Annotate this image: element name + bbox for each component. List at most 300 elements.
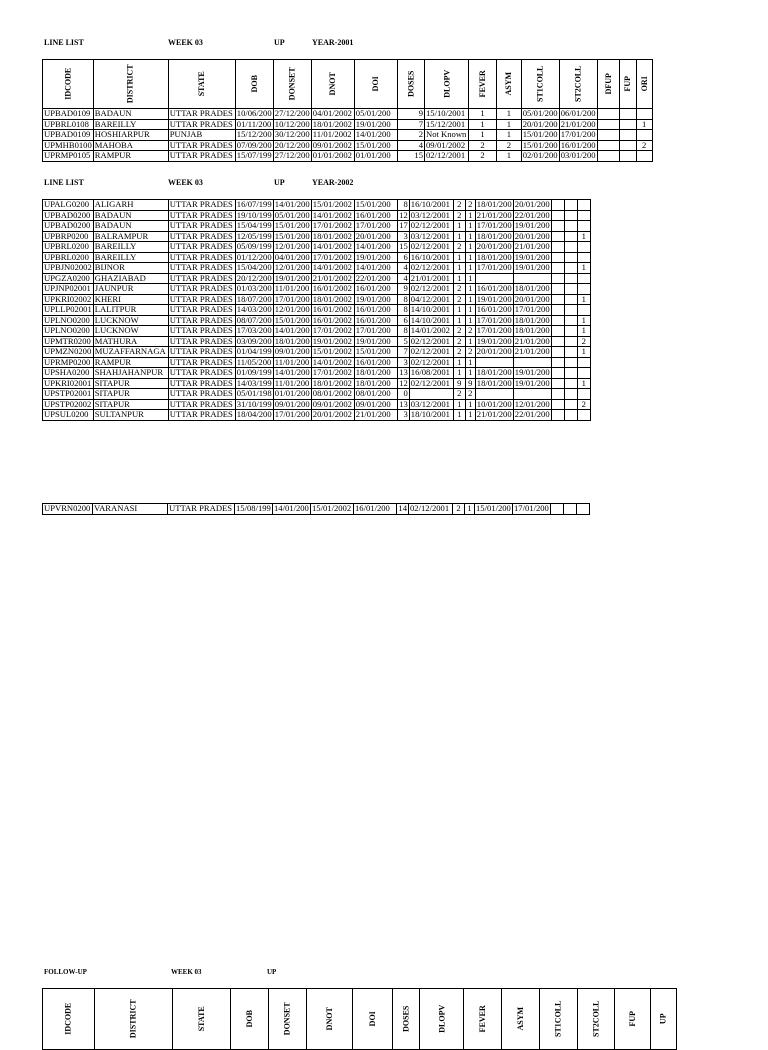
table-cell: 1 (469, 119, 497, 130)
table-cell: 27/12/200 (274, 108, 310, 118)
table-row (43, 336, 591, 347)
table-cell: UTTAR PRADES (168, 410, 235, 421)
table-cell: 03/12/2001 (409, 231, 453, 242)
table-cell: 12/01/200 (274, 241, 310, 251)
table-cell (513, 357, 551, 368)
table-cell: 19/01/200 (514, 252, 550, 262)
table-cell: 10/01/200 (476, 399, 512, 409)
table-cell: 2 (453, 326, 465, 337)
table-cell: UTTAR PRADES (168, 326, 235, 337)
table-cell (620, 140, 637, 151)
table-cell: UTTAR PRADES (168, 336, 235, 347)
table-cell: 1 (577, 347, 590, 358)
table-cell: 17/03/200 (236, 325, 272, 335)
state-label-2001: UP (274, 38, 285, 47)
table-cell: 04/12/2001 (409, 294, 453, 305)
col-header-label: ORI (639, 76, 649, 92)
table-cell: 17/01/200 (514, 304, 550, 314)
col-header-label: DLOPV (441, 70, 451, 98)
col-header-label: IDCODE (63, 67, 73, 101)
table-cell: 1 (497, 119, 522, 130)
table-cell: 18/04/200 (236, 409, 272, 419)
table-cell (620, 109, 637, 120)
table-cell: 14/01/2002 (311, 242, 354, 253)
table-cell: 02/12/2001 (409, 336, 453, 347)
table-cell: 21/01/200 (560, 119, 596, 129)
col-header-label: ASYM (504, 72, 514, 96)
table-cell: 20/01/200 (476, 241, 512, 251)
table-cell: BADAUN (93, 221, 168, 232)
fu-header-st1coll (540, 989, 577, 1050)
table-cell: 3 (397, 410, 409, 421)
col-header-dlopv (425, 60, 469, 109)
table-cell (564, 305, 577, 316)
table-cell: UTTAR PRADES (168, 504, 235, 515)
table-cell: 12 (399, 378, 408, 388)
table-cell: UTTAR PRADES (168, 315, 235, 326)
year-label-2002: YEAR-2002 (312, 178, 354, 187)
table-cell: 1 (465, 242, 475, 253)
table-row (43, 284, 591, 295)
table-cell: 04/01/2002 (311, 109, 354, 120)
table-cell: 02/01/200 (522, 150, 558, 160)
table-cell (564, 399, 577, 410)
table-row (43, 263, 591, 274)
table-row (43, 305, 591, 316)
table-cell: LUCKNOW (93, 315, 168, 326)
table-cell: 16/01/200 (476, 283, 512, 293)
table-cell: 17/01/200 (354, 221, 397, 232)
table-cell: 16/01/200 (354, 305, 397, 316)
table-cell: UPBAD0109 (43, 130, 94, 141)
table-cell: UTTAR PRADES (168, 284, 235, 295)
line-list-label-2001: LINE LIST (44, 38, 84, 47)
table-cell: 4 (397, 273, 409, 284)
fu-header-doi (353, 989, 393, 1050)
table-cell: 17/01/2002 (311, 326, 354, 337)
table-cell: 1 (497, 109, 522, 120)
table-cell: UPBAD0200 (43, 210, 94, 221)
table-cell: 31/10/199 (236, 399, 272, 409)
table-cell: 14/01/2002 (409, 326, 453, 337)
table-cell: UTTAR PRADES (168, 294, 235, 305)
table-cell (564, 210, 577, 221)
fu-header-asym (502, 989, 540, 1050)
table-cell (577, 221, 590, 232)
table-cell: UTTAR PRADES (168, 273, 235, 284)
col-header-label: DFUP (603, 73, 613, 95)
table-cell: 1 (453, 410, 465, 421)
col-header-dfup (597, 60, 619, 109)
table-cell: 14/01/200 (274, 325, 310, 335)
table-cell: 10/06/200 (236, 108, 272, 118)
table-cell (475, 357, 513, 368)
table-cell: 15/01/2002 (311, 200, 354, 211)
table-cell: GHAZIABAD (93, 273, 168, 284)
table-cell: 8 (397, 326, 409, 337)
table-cell: UTTAR PRADES (168, 242, 235, 253)
table-cell: 16/01/200 (354, 210, 397, 221)
table-cell: 15/01/200 (274, 220, 310, 230)
table-cell: 1 (497, 130, 522, 141)
col-header-label: DOI (371, 76, 381, 92)
table-cell (620, 130, 637, 141)
table-cell (551, 231, 564, 242)
table-cell (564, 231, 577, 242)
table-cell (564, 368, 577, 379)
table-cell: 03/12/2001 (409, 399, 453, 410)
table-cell: 20/12/200 (274, 140, 310, 150)
table-cell: 02/12/2001 (425, 151, 469, 162)
table-cell: 15/01/2002 (311, 347, 354, 358)
table-cell: 1 (465, 294, 475, 305)
table-cell: 17/01/200 (274, 294, 310, 304)
table-cell: 14/01/200 (354, 263, 397, 274)
table-cell: 30/12/200 (274, 129, 310, 139)
table-cell: BALRAMPUR (93, 231, 168, 242)
table-cell: 15/01/200 (354, 347, 397, 358)
table-cell: 19/01/200 (274, 273, 310, 283)
table-cell: 2 (453, 347, 465, 358)
table-cell: UTTAR PRADES (168, 231, 235, 242)
table-cell (564, 336, 577, 347)
table-cell: 15/08/199 (236, 503, 271, 513)
varanasi-row-table (42, 503, 590, 515)
table-cell: 1 (465, 357, 475, 368)
year-label-2001: YEAR-2001 (312, 38, 354, 47)
table-cell: LUCKNOW (93, 326, 168, 337)
table-cell: 05/01/200 (274, 210, 310, 220)
fu-header-label: STATE (196, 1006, 206, 1032)
table-cell: 17/01/200 (476, 220, 512, 230)
table-cell: UPBRL0108 (43, 119, 94, 130)
table-cell: 18/01/2002 (311, 378, 354, 389)
table-cell: UPBRP0200 (43, 231, 94, 242)
table-cell: UTTAR PRADES (168, 263, 235, 274)
table-cell: UPLNO0200 (43, 315, 94, 326)
table-cell: JAUNPUR (93, 284, 168, 295)
table-cell: 18/01/200 (476, 378, 512, 388)
col-header-asym (497, 60, 522, 109)
table-cell: BAREILLY (93, 252, 168, 263)
table-cell (551, 284, 564, 295)
table-cell: 2 (465, 326, 475, 337)
table-cell (577, 252, 590, 263)
table-cell (551, 305, 564, 316)
week-label-2001: WEEK 03 (168, 38, 203, 47)
table-cell: 18/01/200 (476, 199, 512, 209)
table-cell: 2 (497, 140, 522, 151)
table-cell: UTTAR PRADES (168, 151, 235, 162)
col-header-ori (636, 60, 652, 109)
table-cell: BIJNOR (93, 263, 168, 274)
fu-header-label: DISTRICT (128, 999, 138, 1039)
table-cell: UPVRN0200 (43, 504, 93, 515)
table-cell: 14/10/2001 (409, 315, 453, 326)
line-list-table-2002 (42, 199, 591, 421)
table-cell: 21/01/2001 (409, 273, 453, 284)
table-cell: 8 (397, 200, 409, 211)
table-cell: 3 (397, 231, 409, 242)
follow-up-week-label: WEEK 03 (171, 968, 202, 976)
table-cell (564, 294, 577, 305)
table-cell: 16/08/2001 (409, 368, 453, 379)
table-cell: BAREILLY (93, 119, 168, 130)
table-cell: UPSHA0200 (43, 368, 94, 379)
table-cell: 15/01/200 (476, 503, 511, 513)
fu-header-donset (269, 989, 307, 1050)
table-cell: UPBAD0200 (43, 221, 94, 232)
table-cell: 21/01/2002 (311, 273, 354, 284)
table-cell: 15/10/2001 (425, 109, 469, 120)
follow-up-table (42, 988, 677, 1050)
table-cell: 15/01/200 (522, 140, 558, 150)
fu-header-label: DONSET (282, 1002, 292, 1036)
table-cell (577, 284, 590, 295)
table-cell (577, 410, 590, 421)
table-cell: 14/01/200 (354, 130, 397, 141)
table-cell: 12/01/200 (514, 399, 550, 409)
table-cell: 18/10/2001 (409, 410, 453, 421)
table-cell (564, 252, 577, 263)
table-cell: 20/01/200 (522, 119, 558, 129)
table-cell: 2 (453, 284, 465, 295)
table-cell: UPSTP02001 (44, 388, 92, 398)
table-cell: 14/01/200 (274, 503, 309, 513)
col-header-label: ST2COLL (573, 65, 583, 103)
table-cell: 14 (398, 503, 407, 513)
table-row (43, 389, 591, 400)
table-cell (597, 109, 619, 120)
fu-header-fup (615, 989, 651, 1050)
table-cell: 01/01/2002 (311, 151, 354, 162)
table-cell: 14/10/2001 (409, 305, 453, 316)
fu-header-label: ST2COLL (591, 1000, 601, 1038)
col-header-st2coll (559, 60, 597, 109)
table-cell (577, 305, 590, 316)
table-cell: 1 (453, 368, 465, 379)
table-cell: 1 (636, 119, 652, 130)
table-cell: 12/01/200 (274, 262, 310, 272)
table-cell: 19/01/2002 (311, 336, 354, 347)
table-cell: 20/01/200 (514, 294, 550, 304)
fu-header-up (651, 989, 677, 1050)
table-cell: 1 (577, 294, 590, 305)
table-cell (513, 273, 551, 284)
table-cell: UPLLP02001 (44, 304, 92, 314)
table-cell: 18/01/200 (354, 368, 397, 379)
table-cell: 19/01/200 (354, 294, 397, 305)
table-cell: 15/01/200 (354, 140, 397, 151)
table-row (43, 357, 591, 368)
table-cell: 03/01/200 (560, 150, 596, 160)
fu-header-label: DOI (367, 1011, 377, 1027)
table-cell: 15/12/2001 (425, 119, 469, 130)
table-cell: 1 (465, 399, 475, 410)
col-header-label: DOSES (406, 70, 416, 98)
table-cell (564, 378, 577, 389)
table-cell: 05/01/198 (236, 388, 272, 398)
table-cell: 18/01/200 (354, 378, 397, 389)
table-cell: 19/01/200 (514, 367, 550, 377)
col-header-fup (620, 60, 637, 109)
line-list-table-2001 (42, 59, 653, 162)
table-cell: 20/01/200 (514, 199, 550, 209)
col-header-district (93, 60, 168, 109)
table-cell (636, 151, 652, 162)
table-cell (564, 357, 577, 368)
table-cell: 5 (397, 336, 409, 347)
table-cell: 19/01/200 (476, 336, 512, 346)
table-cell: 15/01/2002 (311, 504, 354, 515)
table-cell: SITAPUR (93, 389, 168, 400)
table-cell: 20/12/200 (236, 273, 272, 283)
table-cell: 21/01/200 (476, 210, 512, 220)
table-cell: 2 (465, 200, 475, 211)
table-cell: 17/01/200 (476, 325, 512, 335)
table-cell: 21/01/200 (514, 346, 550, 356)
table-cell: 09/01/200 (354, 399, 397, 410)
table-cell: 18/01/2002 (311, 294, 354, 305)
table-cell: 17 (399, 220, 408, 230)
table-cell (551, 389, 564, 400)
table-cell: 2 (453, 210, 465, 221)
table-cell: UTTAR PRADES (168, 378, 235, 389)
table-cell (551, 357, 564, 368)
table-cell: 14/01/2002 (311, 210, 354, 221)
table-cell: 20/01/200 (354, 231, 397, 242)
table-cell (577, 273, 590, 284)
table-cell: 09/01/200 (274, 399, 310, 409)
fu-header-st2coll (577, 989, 614, 1050)
table-cell: 1 (577, 326, 590, 337)
follow-up-label: FOLLOW-UP (44, 968, 87, 976)
table-cell: 07/09/200 (236, 140, 272, 150)
table-cell: 17/01/2002 (311, 368, 354, 379)
table-cell (409, 389, 453, 400)
table-cell: 01/09/199 (236, 367, 272, 377)
table-cell: 19/01/200 (354, 336, 397, 347)
table-cell: 3 (397, 357, 409, 368)
table-cell: 16/01/200 (476, 304, 512, 314)
state-label-2002: UP (274, 178, 285, 187)
table-cell: 10/12/200 (274, 119, 310, 129)
table-cell: KHERI (93, 294, 168, 305)
table-cell (551, 315, 564, 326)
table-cell (551, 252, 564, 263)
table-cell: 1 (465, 210, 475, 221)
table-cell: RAMPUR (93, 357, 168, 368)
table-row (43, 221, 591, 232)
table-row (43, 151, 653, 162)
table-cell: 15 (399, 241, 408, 251)
table-cell: 1 (465, 410, 475, 421)
table-cell: 1 (577, 263, 590, 274)
table-cell: 17/01/2002 (311, 252, 354, 263)
fu-header-idcode (43, 989, 95, 1050)
table-cell (577, 210, 590, 221)
col-header-label: STATE (197, 71, 207, 97)
week-label-2002: WEEK 03 (168, 178, 203, 187)
table-cell (620, 119, 637, 130)
table-cell: MUZAFFARNAGA (93, 347, 168, 358)
col-header-label: ST1COLL (535, 65, 545, 103)
table-cell: UTTAR PRADES (168, 210, 235, 221)
table-cell (564, 347, 577, 358)
fu-header-label: DOB (244, 1010, 254, 1028)
table-cell (551, 399, 564, 410)
table-cell: ALIGARH (93, 200, 168, 211)
table-row (43, 140, 653, 151)
table-cell: 05/01/200 (522, 108, 558, 118)
table-cell: 19/01/200 (514, 262, 550, 272)
table-cell: 14/01/2002 (311, 263, 354, 274)
fu-header-district (95, 989, 173, 1050)
table-cell: 9 (397, 284, 409, 295)
table-cell: 02/12/2001 (409, 347, 453, 358)
table-cell (551, 210, 564, 221)
table-cell (564, 389, 577, 400)
table-cell: 19/10/199 (236, 210, 272, 220)
table-cell: 11/01/200 (274, 283, 310, 293)
table-cell: 16/01/200 (354, 284, 397, 295)
table-cell: 09/01/2002 (425, 140, 469, 151)
table-cell: SITAPUR (93, 378, 168, 389)
table-cell (620, 151, 637, 162)
table-cell: 09/01/200 (274, 346, 310, 356)
fu-header-doses (393, 989, 420, 1050)
table-cell: 1 (453, 273, 465, 284)
table-cell: 08/07/200 (236, 315, 272, 325)
table-cell: UPRMP0200 (43, 357, 94, 368)
table-cell: 16/01/2002 (311, 315, 354, 326)
table-row (43, 504, 590, 515)
table-cell: MATHURA (93, 336, 168, 347)
col-header-label: DISTRICT (126, 64, 136, 104)
table-cell: 22/01/200 (514, 409, 550, 419)
table-cell: UPMHB0100 (44, 140, 92, 150)
table-cell: 05/09/199 (236, 241, 272, 251)
table-cell: 15/01/200 (274, 315, 310, 325)
table-cell: 12/01/200 (274, 304, 310, 314)
fu-header-label: ASYM (515, 1007, 525, 1031)
table-cell (551, 368, 564, 379)
table-cell (551, 273, 564, 284)
follow-up-state-label: UP (267, 968, 277, 976)
table-cell: 01/11/200 (236, 119, 272, 129)
table-cell: 12 (399, 210, 408, 220)
table-cell: 22/01/200 (354, 273, 397, 284)
table-cell: SITAPUR (93, 399, 168, 410)
table-cell: 1 (465, 221, 475, 232)
table-cell: 15/04/199 (236, 220, 272, 230)
table-cell: 6 (397, 315, 409, 326)
table-cell: UTTAR PRADES (168, 109, 235, 120)
table-cell (551, 263, 564, 274)
fu-header-label: DNOT (324, 1007, 334, 1031)
table-cell: 18/01/2002 (311, 119, 354, 130)
table-cell: 17/01/200 (354, 326, 397, 337)
table-cell: 02/12/2001 (409, 221, 453, 232)
table-cell: 17/01/200 (476, 262, 512, 272)
table-cell (475, 273, 513, 284)
table-cell: UPMZN0200 (44, 346, 92, 356)
table-cell (551, 410, 564, 421)
table-cell: 08/01/200 (354, 389, 397, 400)
table-cell: 2 (453, 504, 465, 515)
table-cell: 15/04/200 (236, 262, 272, 272)
table-cell: MAHOBA (93, 140, 168, 151)
